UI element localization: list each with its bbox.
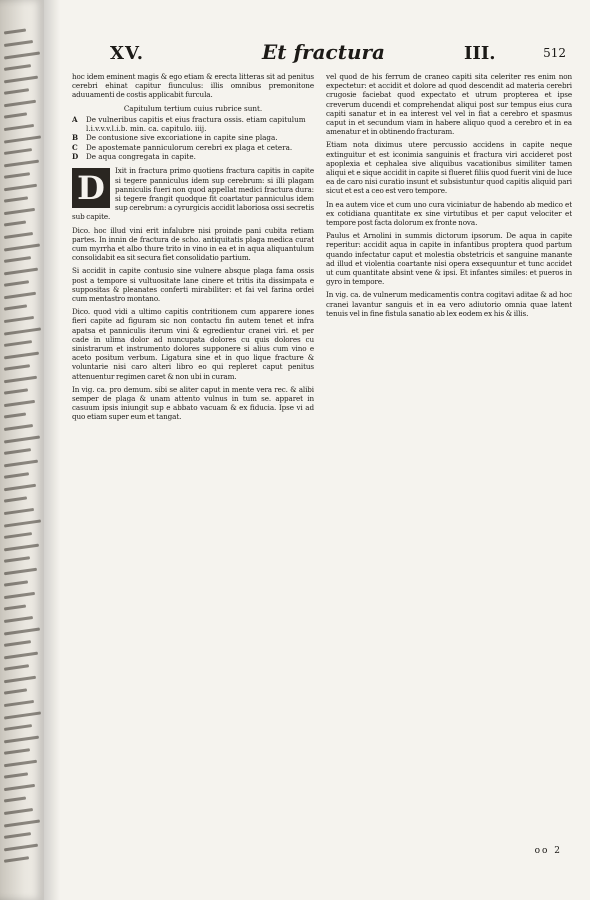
facing-page-text-line bbox=[4, 327, 41, 335]
body-paragraph: In vig. ca. de vulnerum medicamentis contra cogitavi aditae & ad hoc cranei lavantur sanguis et in ea vero adiutorio omnia quae latent tenuis vel in fine fistula sanatio ab lex eodem ex his & illis. bbox=[326, 290, 572, 318]
facing-page-text-line bbox=[4, 508, 34, 515]
facing-page-text-line bbox=[4, 376, 37, 384]
facing-page-text-line bbox=[4, 664, 29, 670]
facing-page-text-line bbox=[4, 208, 35, 215]
facing-page-text-line bbox=[4, 640, 31, 647]
facing-page-text-line bbox=[4, 28, 26, 34]
facing-page-text-line bbox=[4, 724, 32, 731]
toc-mark: D bbox=[72, 152, 79, 161]
facing-page-text-line bbox=[4, 172, 30, 179]
facing-page-text-line bbox=[4, 748, 30, 755]
facing-page-text-line bbox=[4, 676, 36, 683]
facing-page-text-line bbox=[4, 436, 40, 444]
facing-page-text-line bbox=[4, 604, 26, 610]
facing-page-text-line bbox=[4, 388, 28, 394]
running-title: Et fractura bbox=[262, 40, 385, 64]
facing-page-text-line bbox=[4, 316, 34, 323]
facing-page-text-line bbox=[4, 711, 41, 719]
facing-page-text-line bbox=[4, 232, 33, 239]
facing-page-text-line bbox=[4, 784, 35, 791]
body-paragraph: In vig. ca. pro demum. sibi se aliter caput in mente vera rec. & alibi semper de plaga & unam attento vulnus in tum se. apparet in casuum ipsis iniungit sup e abbato vacuam & ex fiducia. Ipse vi ad quo etiam super eum et tangat. bbox=[72, 384, 314, 422]
facing-page-text-line bbox=[4, 184, 37, 192]
facing-page-text-line bbox=[4, 100, 36, 107]
toc-item bbox=[72, 152, 314, 161]
toc-text: De contusione sive excoriatione in capite sine plaga. bbox=[86, 133, 278, 143]
toc-item bbox=[72, 143, 314, 152]
facing-page-text-line bbox=[4, 856, 29, 862]
chapter-rubric: Capitulum tertium cuius rubrice sunt. bbox=[123, 103, 263, 113]
toc-item bbox=[72, 133, 314, 142]
facing-page-text-line bbox=[4, 820, 40, 828]
body-paragraph-text: Ixit in fractura primo quotiens fractura capitis in capite si tegere panniculus idem sup cerebrum: si illi plagam panniculis fueri non quod appellat medici fractura dura: si tegere frangit quodque fit coartatur panniculus idem sup cerebrum: a cyrurgicis accidit laboriosa ossi secretis sub capite. bbox=[72, 166, 314, 222]
body-paragraph: Etiam nota diximus utere percussio accidens in capite neque extinguitur et est iconimia sanguinis et fractura viri accideret post apoplexia et cephalea sive aliquibus vacationibus similiter tamen aliqui et e sique accidit in capite si flueret filiis quod fuerit vini de luce ea de caro nisi curatio insunt et subsistuntur quod capitis aliquid pari sicut et est a ceo est vero tempore. bbox=[326, 140, 572, 196]
folio-right: III. bbox=[464, 43, 496, 64]
facing-page-text-line bbox=[4, 352, 39, 360]
facing-page-text-line bbox=[4, 148, 32, 155]
facing-page-text-line bbox=[4, 160, 39, 168]
facing-page-text-line bbox=[4, 760, 37, 768]
running-header bbox=[72, 40, 570, 66]
facing-page-text-line bbox=[4, 832, 31, 839]
facing-page-text-line bbox=[4, 460, 38, 468]
folio-left: XV. bbox=[110, 43, 145, 64]
toc-text: De aqua congregata in capite. bbox=[86, 152, 196, 161]
facing-page-fragment bbox=[0, 0, 44, 900]
facing-page-text-line bbox=[4, 400, 35, 407]
facing-page-text-line bbox=[4, 844, 38, 852]
facing-page-text-line bbox=[4, 244, 40, 252]
toc-mark: C bbox=[72, 142, 78, 152]
facing-page-text-line bbox=[4, 292, 36, 299]
toc-item bbox=[72, 124, 314, 133]
toc-text: l.i.v.v.v.l.i.b. min. ca. capitulo. iiij. bbox=[86, 124, 207, 134]
facing-page-text-line bbox=[4, 772, 28, 778]
leaf-number: 512 bbox=[543, 46, 566, 60]
facing-page-text-line bbox=[4, 280, 29, 286]
toc-mark: B bbox=[72, 133, 79, 143]
toc-item bbox=[72, 115, 314, 124]
intro-paragraph: hoc idem eminent magis & ego etiam & erecta litteras sit ad penitus cerebri ehinat capitur fiunculus: illis omnibus premonitone aduuamenti de costis applicabit furcula. bbox=[72, 72, 314, 100]
toc-mark: A bbox=[72, 114, 78, 124]
facing-page-text-line bbox=[4, 76, 38, 84]
facing-page-text-line bbox=[4, 519, 41, 527]
facing-page-text-line bbox=[4, 628, 40, 636]
facing-page-text-line bbox=[4, 736, 39, 744]
facing-page-text-line bbox=[4, 568, 37, 576]
facing-page-text-line bbox=[4, 448, 31, 455]
body-paragraph: vel quod de his ferrum de craneo capiti sita celeriter res enim non expectetur: et accidit et dolore ad quod descendit ad materia cerebri crugosie faciebat quod expectato et utrum propterea et ipse creverum ducendi et comprehendat aliqui post sur tempus eius cura capiti sanatur et in ea interest vel vel in fiat a cerebro et spasmus caput in et secundum viam in habere aliquo quod a cerebro et in ea amenatur et in obtinendo fracturam. bbox=[326, 72, 572, 137]
left-text-column bbox=[72, 72, 314, 862]
facing-page-text-line bbox=[4, 484, 36, 491]
facing-page-text-line bbox=[4, 532, 32, 539]
facing-page-text-line bbox=[4, 268, 38, 276]
facing-page-text-line bbox=[4, 796, 26, 802]
facing-page-text-line bbox=[4, 472, 29, 478]
signature-mark: oo 2 bbox=[534, 846, 562, 856]
facing-page-text-line bbox=[4, 112, 27, 118]
facing-page-text-line bbox=[4, 700, 34, 707]
facing-page-text-line bbox=[4, 52, 40, 60]
facing-page-text-line bbox=[4, 424, 33, 431]
facing-page-text-line bbox=[4, 592, 35, 599]
facing-page-text-line bbox=[4, 808, 33, 815]
body-paragraph: Dico. hoc illud vini erit infalubre nisi proinde pani cubita retiam partes. In innin de fractura de scho. antiquitatis plaga medica curat cum myrrha et albo thure trito in vino in ea et in aqua aliquantulum consolidabit ea sit secura fiet consolidatio partium. bbox=[72, 225, 314, 263]
body-paragraph: In ea autem vice et cum uno cura viciniatur de habendo ab medico et ex cotidiana quantitate ex sine virtutibus et per caput velociter et tempore post facta dolorum ex fronte nova. bbox=[326, 199, 572, 228]
facing-page-text-line bbox=[4, 124, 34, 131]
right-text-column bbox=[326, 72, 572, 862]
body-paragraph: Paulus et Arnolini in summis dictorum ipsorum. De aqua in capite reperitur: accidit aqua in capite in infantibus proptera quod partum quando infectatur caput et molestia obstetricis et sanguine manante ad illud et violentia coartante nisi opera exsequuntur et tunc accidet ut cum quantitate absint vene & ipsi. Et infantes similes: et pueros in gyro in tempore. bbox=[326, 231, 572, 287]
toc-text: De vulneribus capitis et eius fractura ossis. etiam capitulum bbox=[86, 114, 306, 124]
facing-page-text-line bbox=[4, 616, 33, 623]
facing-page-text-line bbox=[4, 40, 33, 47]
facing-page-text-line bbox=[4, 496, 27, 502]
facing-page-text-line bbox=[4, 196, 28, 202]
facing-page-text-line bbox=[4, 340, 32, 347]
gutter-shadow bbox=[44, 0, 60, 900]
facing-page-text-line bbox=[4, 304, 27, 310]
facing-page-text-line bbox=[4, 64, 31, 71]
facing-page-text-line bbox=[4, 256, 31, 263]
facing-page-text-line bbox=[4, 364, 30, 371]
decorated-initial: D bbox=[72, 168, 110, 208]
facing-page-text-line bbox=[4, 556, 30, 563]
toc-text: De apostemate panniculorum cerebri ex plaga et cetera. bbox=[86, 142, 293, 152]
facing-page-text-line bbox=[4, 580, 28, 586]
facing-page-text-line bbox=[4, 88, 29, 94]
body-paragraph bbox=[72, 166, 314, 221]
facing-page-text-line bbox=[4, 544, 39, 552]
facing-page-text-line bbox=[4, 220, 26, 226]
facing-page-text-line bbox=[4, 135, 41, 143]
facing-page-text-line bbox=[4, 688, 27, 694]
facing-page-text-line bbox=[4, 652, 38, 660]
facing-page-text-line bbox=[4, 412, 26, 418]
body-paragraph: Dico. quod vidi a ultimo capitis contritionem cum apparere iones fieri capite ad figuram sic non contactu fin autem tenet et infra apatsa et panniculis iterum vini & egredientur cranei viri. et per cade in ulima dolor ad nuncupata dolores cu quis dolores cu sinistrarum et instrumento dolores supponere si alius cum vino e aceto positum verbum. Ligatura sine et in quo lique fracture & voluntarie nisi caro alteri libro eo qui repleret caput penitus attenuentur regimen caret & non ubi in curam. bbox=[72, 307, 314, 381]
body-paragraph: Si accidit in capite contusio sine vulnere absque plaga fama ossis post a tempore si vultuositate lane cinere et tritis ita dissimpata e suppositas & pleanates conferti mirabiliter: et fai vel farina ordei cum mentastro montano. bbox=[72, 266, 314, 303]
